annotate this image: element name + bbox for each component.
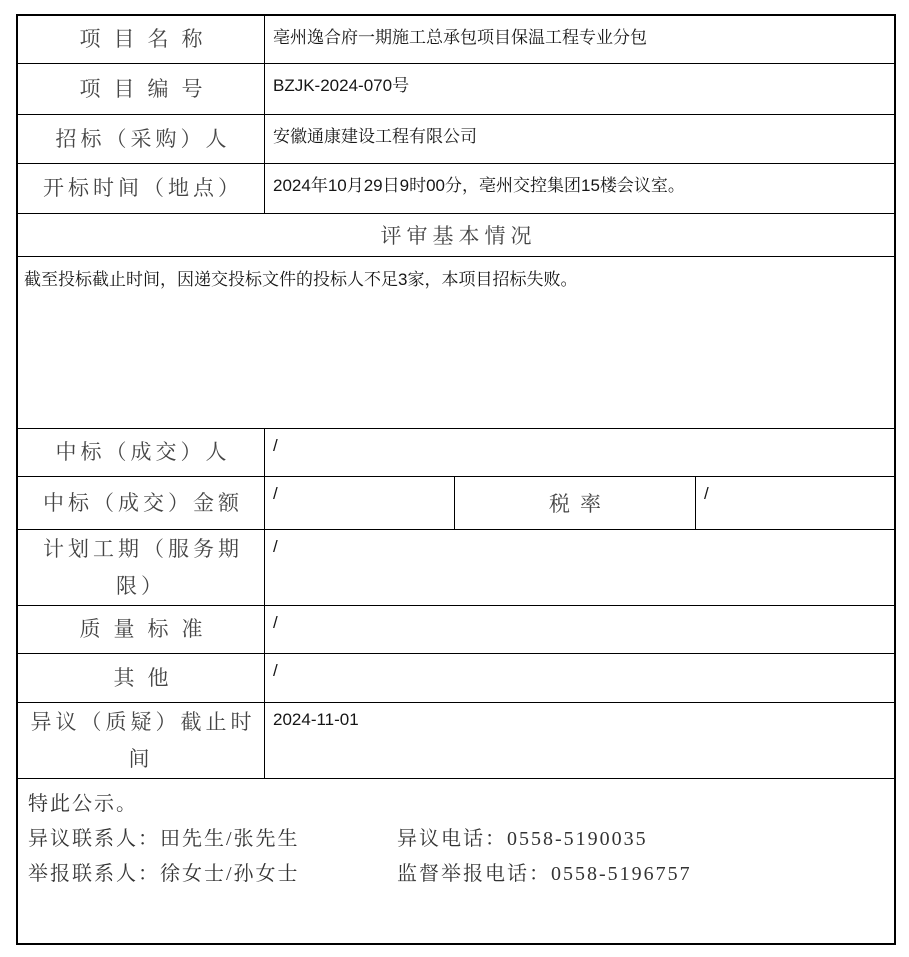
row-review-body [18,257,894,429]
review-section-title: 评审基本情况 [380,224,537,248]
row-project-no [18,64,894,115]
quality-label: 质量标准 [18,606,265,653]
notice-line: 特此公示。 [28,793,138,815]
tenderer-value: 安徽通康建设工程有限公司 [273,127,477,146]
report-phone: 监督举报电话：0558-5196757 [397,863,692,885]
winner-value: / [273,436,278,455]
row-project-name [18,16,894,64]
duration-label: 计划工期（服务期限） [18,530,265,605]
row-footer [18,779,894,943]
row-amount [18,477,894,530]
tenderer-label: 招标（采购）人 [18,115,265,163]
report-contact: 举报联系人：徐女士/孙女士 [28,863,300,885]
duration-value: / [273,537,278,556]
objection-contact-line [28,822,894,857]
tax-rate-label: 税率 [455,477,696,529]
project-no-value: BZJK-2024-070号 [273,76,410,95]
objection-phone: 异议电话：0558-5190035 [397,828,648,850]
quality-value: / [273,613,278,632]
row-quality [18,606,894,654]
amount-label: 中标（成交）金额 [18,477,265,529]
bid-result-table [16,14,896,945]
project-name-label: 项目名称 [18,16,265,63]
report-contact-line [28,857,894,892]
row-objection-deadline [18,703,894,779]
footer-notice-block [18,779,894,943]
other-value: / [273,661,278,680]
review-result-text: 截至投标截止时间，因递交投标文件的投标人不足3家，本项目招标失败。 [24,270,578,289]
project-name-value: 亳州逸合府一期施工总承包项目保温工程专业分包 [273,28,647,47]
row-bid-opening [18,164,894,214]
row-duration [18,530,894,606]
bid-opening-value: 2024年10月29日9时00分，亳州交控集团15楼会议室。 [273,176,685,195]
amount-value: / [265,477,455,529]
objection-deadline-value: 2024-11-01 [273,710,359,729]
row-winner [18,429,894,477]
objection-deadline-label: 异议（质疑）截止时间 [18,703,265,778]
row-other [18,654,894,703]
tax-rate-value: / [704,484,709,503]
project-no-label: 项目编号 [18,64,265,114]
row-review-header [18,214,894,257]
other-label: 其他 [18,654,265,702]
row-tenderer [18,115,894,164]
objection-contact: 异议联系人：田先生/张先生 [28,828,300,850]
winner-label: 中标（成交）人 [18,429,265,476]
bid-opening-label: 开标时间（地点） [18,164,265,213]
